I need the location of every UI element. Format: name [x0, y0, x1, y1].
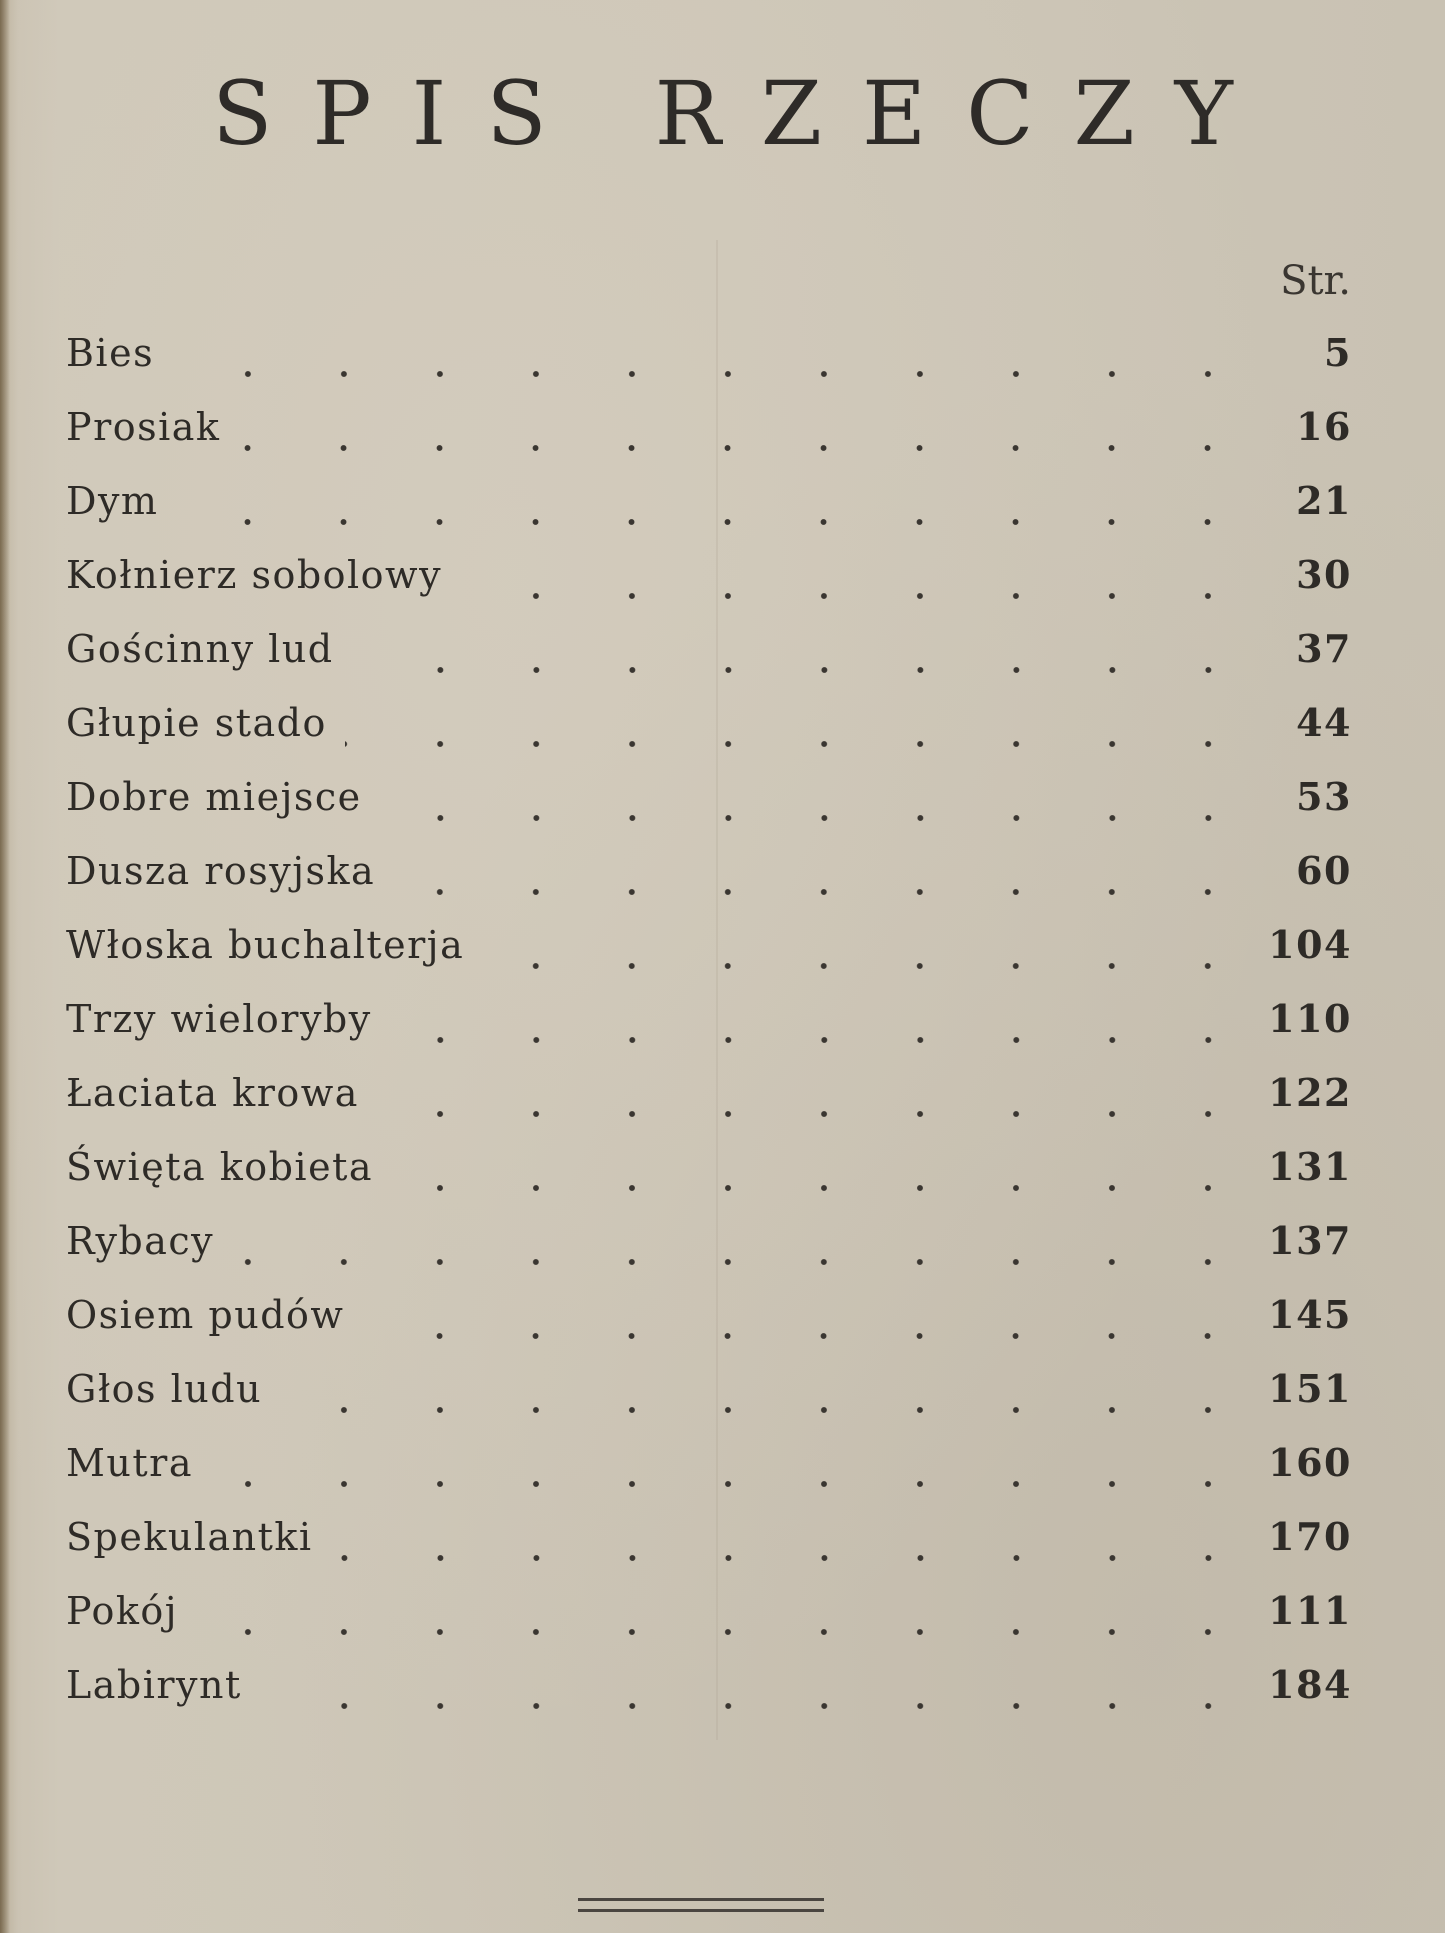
- toc-entry: [66, 478, 1352, 552]
- dot-leader: [280, 1405, 1256, 1415]
- toc-entry-title: Trzy wieloryby: [66, 997, 372, 1041]
- toc-entry: [66, 700, 1352, 774]
- toc-entry-page-number: 37: [1296, 626, 1352, 671]
- toc-entry: [66, 996, 1352, 1070]
- toc-entry-page-number: 30: [1296, 552, 1352, 597]
- dot-leader: [482, 961, 1256, 971]
- toc-entry-page-number: 170: [1268, 1514, 1352, 1559]
- toc-entry-page-number: 145: [1268, 1292, 1352, 1337]
- toc-entry-page-number: 122: [1268, 1070, 1352, 1115]
- toc-entry-title: Dusza rosyjska: [66, 849, 376, 893]
- toc-entry-title: Głos ludu: [66, 1367, 263, 1411]
- toc-entry-title: Mutra: [66, 1441, 193, 1485]
- toc-entry-title: Osiem pudów: [66, 1293, 345, 1337]
- dot-leader: [362, 1331, 1256, 1341]
- dot-leader: [176, 517, 1256, 527]
- dot-leader: [352, 665, 1256, 675]
- toc-entry-title: Gościnny lud: [66, 627, 334, 671]
- toc-entry: [66, 1218, 1352, 1292]
- toc-entry-title: Rybacy: [66, 1219, 215, 1263]
- page-title: SPIS RZECZY: [212, 62, 1273, 165]
- toc-entry-page-number: 5: [1324, 330, 1352, 375]
- dot-leader: [393, 887, 1256, 897]
- toc-entry: [66, 1292, 1352, 1366]
- toc-entry-page-number: 131: [1268, 1144, 1352, 1189]
- toc-entry-title: Dobre miejsce: [66, 775, 362, 819]
- toc-entry: [66, 1070, 1352, 1144]
- toc-entry-page-number: 110: [1268, 996, 1352, 1041]
- dot-leader: [390, 1035, 1256, 1045]
- dot-leader: [196, 1627, 1256, 1637]
- toc-entry-page-number: 53: [1296, 774, 1352, 819]
- dot-leader: [377, 1109, 1256, 1119]
- toc-entry-title: Kołnierz sobolowy: [66, 553, 443, 597]
- spine-shadow: [0, 0, 10, 1933]
- toc-entry-title: Prosiak: [66, 405, 221, 449]
- toc-entry-title: Włoska buchalterja: [66, 923, 465, 967]
- toc-entry: [66, 1144, 1352, 1218]
- toc-entry: [66, 774, 1352, 848]
- toc-entry: [66, 1514, 1352, 1588]
- toc-entry-page-number: 16: [1296, 404, 1352, 449]
- dot-leader: [238, 443, 1256, 453]
- bottom-double-rule: [578, 1898, 824, 1912]
- toc-entry: [66, 404, 1352, 478]
- toc-entry-page-number: 151: [1268, 1366, 1352, 1411]
- dot-leader: [331, 1553, 1256, 1563]
- dot-leader: [211, 1479, 1256, 1489]
- page-column-header: Str.: [1280, 258, 1351, 304]
- toc-entry-page-number: 160: [1268, 1440, 1352, 1485]
- toc-entry-title: Głupie stado: [66, 701, 327, 745]
- toc-entry-title: Spekulantki: [66, 1515, 313, 1559]
- table-of-contents: [66, 330, 1352, 1736]
- toc-entry-page-number: 137: [1268, 1218, 1352, 1263]
- dot-leader: [391, 1183, 1256, 1193]
- toc-entry: [66, 1440, 1352, 1514]
- dot-leader: [345, 739, 1256, 749]
- toc-entry-page-number: 60: [1296, 848, 1352, 893]
- dot-leader: [172, 369, 1256, 379]
- toc-entry: [66, 922, 1352, 996]
- dot-leader: [380, 813, 1256, 823]
- toc-entry-title: Łaciata krowa: [66, 1071, 359, 1115]
- toc-entry: [66, 330, 1352, 404]
- toc-entry-title: Pokój: [66, 1589, 179, 1633]
- toc-entry-page-number: 21: [1296, 478, 1352, 523]
- toc-entry-page-number: 44: [1296, 700, 1352, 745]
- toc-entry: [66, 1662, 1352, 1736]
- toc-entry-title: Labirynt: [66, 1663, 242, 1707]
- toc-entry-page-number: 184: [1268, 1662, 1352, 1707]
- toc-entry-page-number: 104: [1268, 922, 1352, 967]
- toc-entry-title: Dym: [66, 479, 159, 523]
- toc-entry: [66, 848, 1352, 922]
- dot-leader: [260, 1701, 1256, 1711]
- toc-entry: [66, 1366, 1352, 1440]
- dot-leader: [232, 1257, 1256, 1267]
- toc-entry-title: Święta kobieta: [66, 1145, 374, 1189]
- toc-entry: [66, 1588, 1352, 1662]
- toc-entry: [66, 552, 1352, 626]
- toc-entry: [66, 626, 1352, 700]
- toc-entry-page-number: 111: [1268, 1588, 1352, 1633]
- toc-entry-title: Bies: [66, 331, 155, 375]
- dot-leader: [460, 591, 1256, 601]
